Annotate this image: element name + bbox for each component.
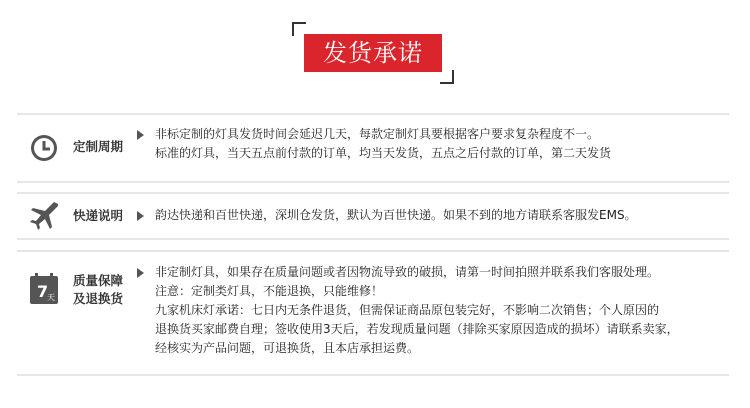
section-text: 韵达快递和百世快递，深圳仓发货，默认为百世快递。如果不到的地方请联系客服发EMS。 <box>155 208 637 222</box>
section-text: 非定制灯具，如果存在质量问题或者因物流导致的破损，请第一时间拍照并联系我们客服处理。 注意：定制类灯具，不能退换，只能维修！ 九家机床灯承诺：七日内无条件退货，但需保证商品原包装完好，不影响二次销售；个人原因的 退换货买家邮费自理；签收使用3天后，若发现质量问题（排除买家原因造成的损坏）请联系卖家， 经核实为产品问题，可退换货，且本店承担运费。 <box>155 265 679 355</box>
page-title: 发货承诺 <box>304 34 442 72</box>
airplane-icon <box>27 199 61 233</box>
title-block <box>292 22 454 84</box>
arrow-right-icon <box>137 211 144 221</box>
section-label: 定制周期 <box>73 139 124 154</box>
section-delivery-period <box>17 113 729 183</box>
svg-text:天: 天 <box>47 293 55 302</box>
arrow-right-icon <box>137 268 144 278</box>
section-label: 质量保障 及退换货 <box>73 273 124 306</box>
section-label: 快递说明 <box>73 208 124 223</box>
svg-text:7: 7 <box>37 282 49 301</box>
section-quality-guarantee <box>17 250 729 376</box>
title-corner-decoration <box>440 70 454 84</box>
arrow-right-icon <box>137 130 144 140</box>
clock-icon <box>27 131 61 165</box>
calendar-7days-icon <box>27 272 61 306</box>
section-express-info <box>17 192 729 240</box>
section-text: 非标定制的灯具发货时间会延迟几天，每款定制灯具要根据客户要求复杂程度不一。 标准的灯具，当天五点前付款的订单，均当天发货，五点之后付款的订单，第二天发货 <box>155 127 612 160</box>
